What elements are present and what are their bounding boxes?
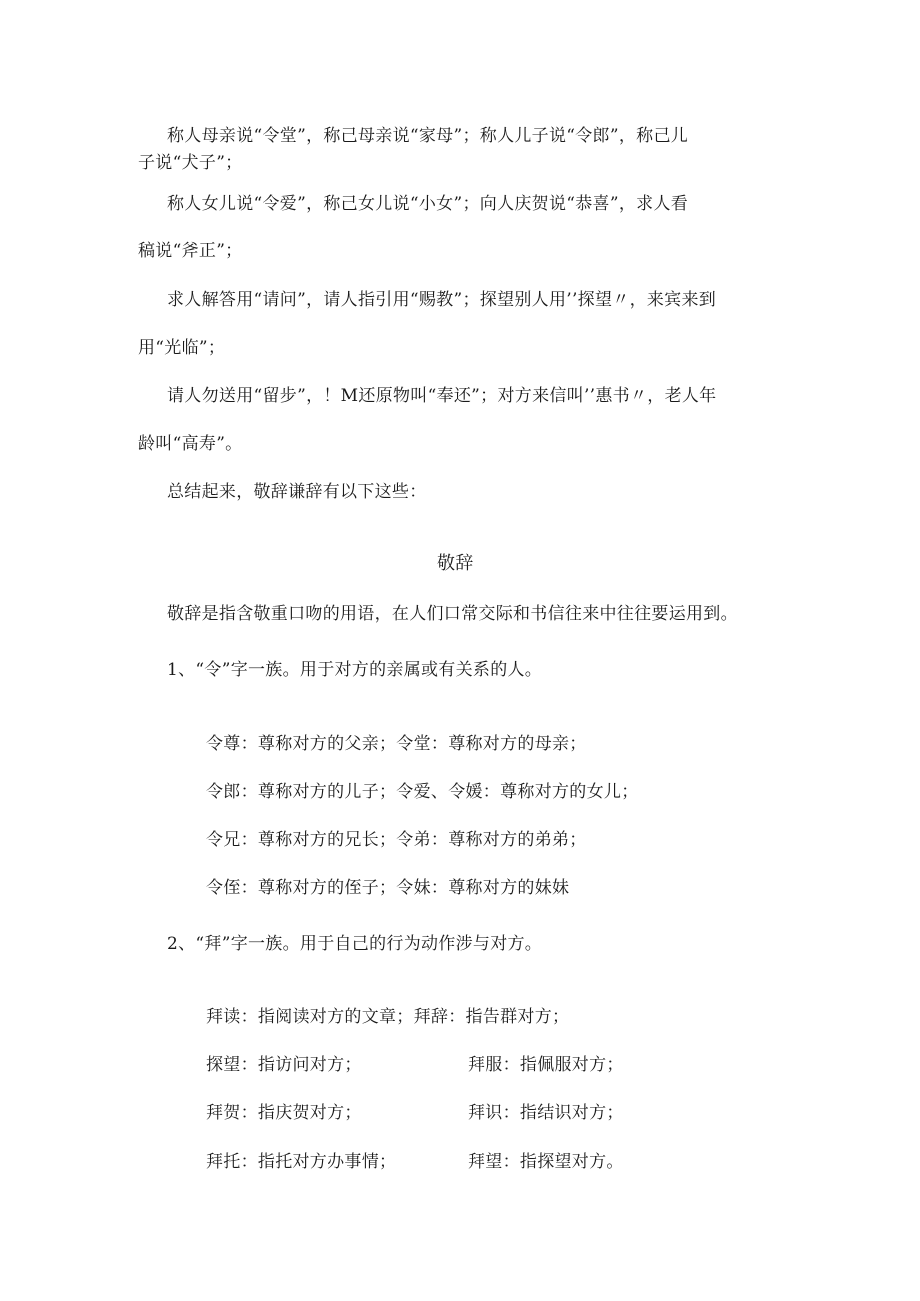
summary-line: 总结起来，敬辞谦辞有以下这些： xyxy=(167,482,427,502)
list-item: 拜读：指阅读对方的文章；拜辞：指告群对方； xyxy=(206,1007,570,1027)
list-item: 拜望：指探望对方。 xyxy=(468,1152,624,1172)
list-item: 拜贺：指庆贺对方； xyxy=(206,1103,362,1123)
list-item: 令侄：尊称对方的侄子；令妹：尊称对方的妹妹 xyxy=(206,878,570,898)
list-item: 拜托：指托对方办事情； xyxy=(206,1152,397,1172)
paragraph-line: 求人解答用“请问”，请人指引用“赐教”；探望别人用’’探望〃，来宾来到 xyxy=(167,290,717,310)
paragraph-line: 稿说“斧正”； xyxy=(138,241,243,261)
paragraph-line: 请人勿送用“留步”，！M还原物叫“奉还”；对方来信叫’’惠书〃，老人年 xyxy=(167,386,717,406)
list-item: 探望：指访问对方； xyxy=(206,1055,362,1075)
list-item: 拜服：指佩服对方； xyxy=(468,1055,624,1075)
list-item: 拜识：指结识对方； xyxy=(468,1103,624,1123)
section-title: 敬辞 xyxy=(437,553,474,574)
paragraph-line: 称人女儿说“令爱”，称己女儿说“小女”；向人庆贺说“恭喜”，求人看 xyxy=(167,194,689,214)
paragraph-line: 称人母亲说“令堂”，称己母亲说“家母”；称人儿子说“令郎”，称己儿 xyxy=(167,126,689,146)
section-intro: 敬辞是指含敬重口吻的用语，在人们口常交际和书信往来中往往要运用到。 xyxy=(167,604,738,624)
paragraph-line: 用“光临”； xyxy=(138,338,226,358)
paragraph-line: 子说“犬子”； xyxy=(138,153,243,173)
list-item: 令郎：尊称对方的儿子；令爱、令媛：尊称对方的女儿； xyxy=(206,782,639,802)
group-heading: 2、“拜”字一族。用于自己的行为动作涉与对方。 xyxy=(167,934,543,954)
group-heading: 1、“令”字一族。用于对方的亲属或有关系的人。 xyxy=(167,660,543,680)
list-item: 令尊：尊称对方的父亲；令堂：尊称对方的母亲； xyxy=(206,734,587,754)
list-item: 令兄：尊称对方的兄长；令弟：尊称对方的弟弟； xyxy=(206,830,587,850)
paragraph-line: 龄叫“高寿”。 xyxy=(138,434,243,454)
